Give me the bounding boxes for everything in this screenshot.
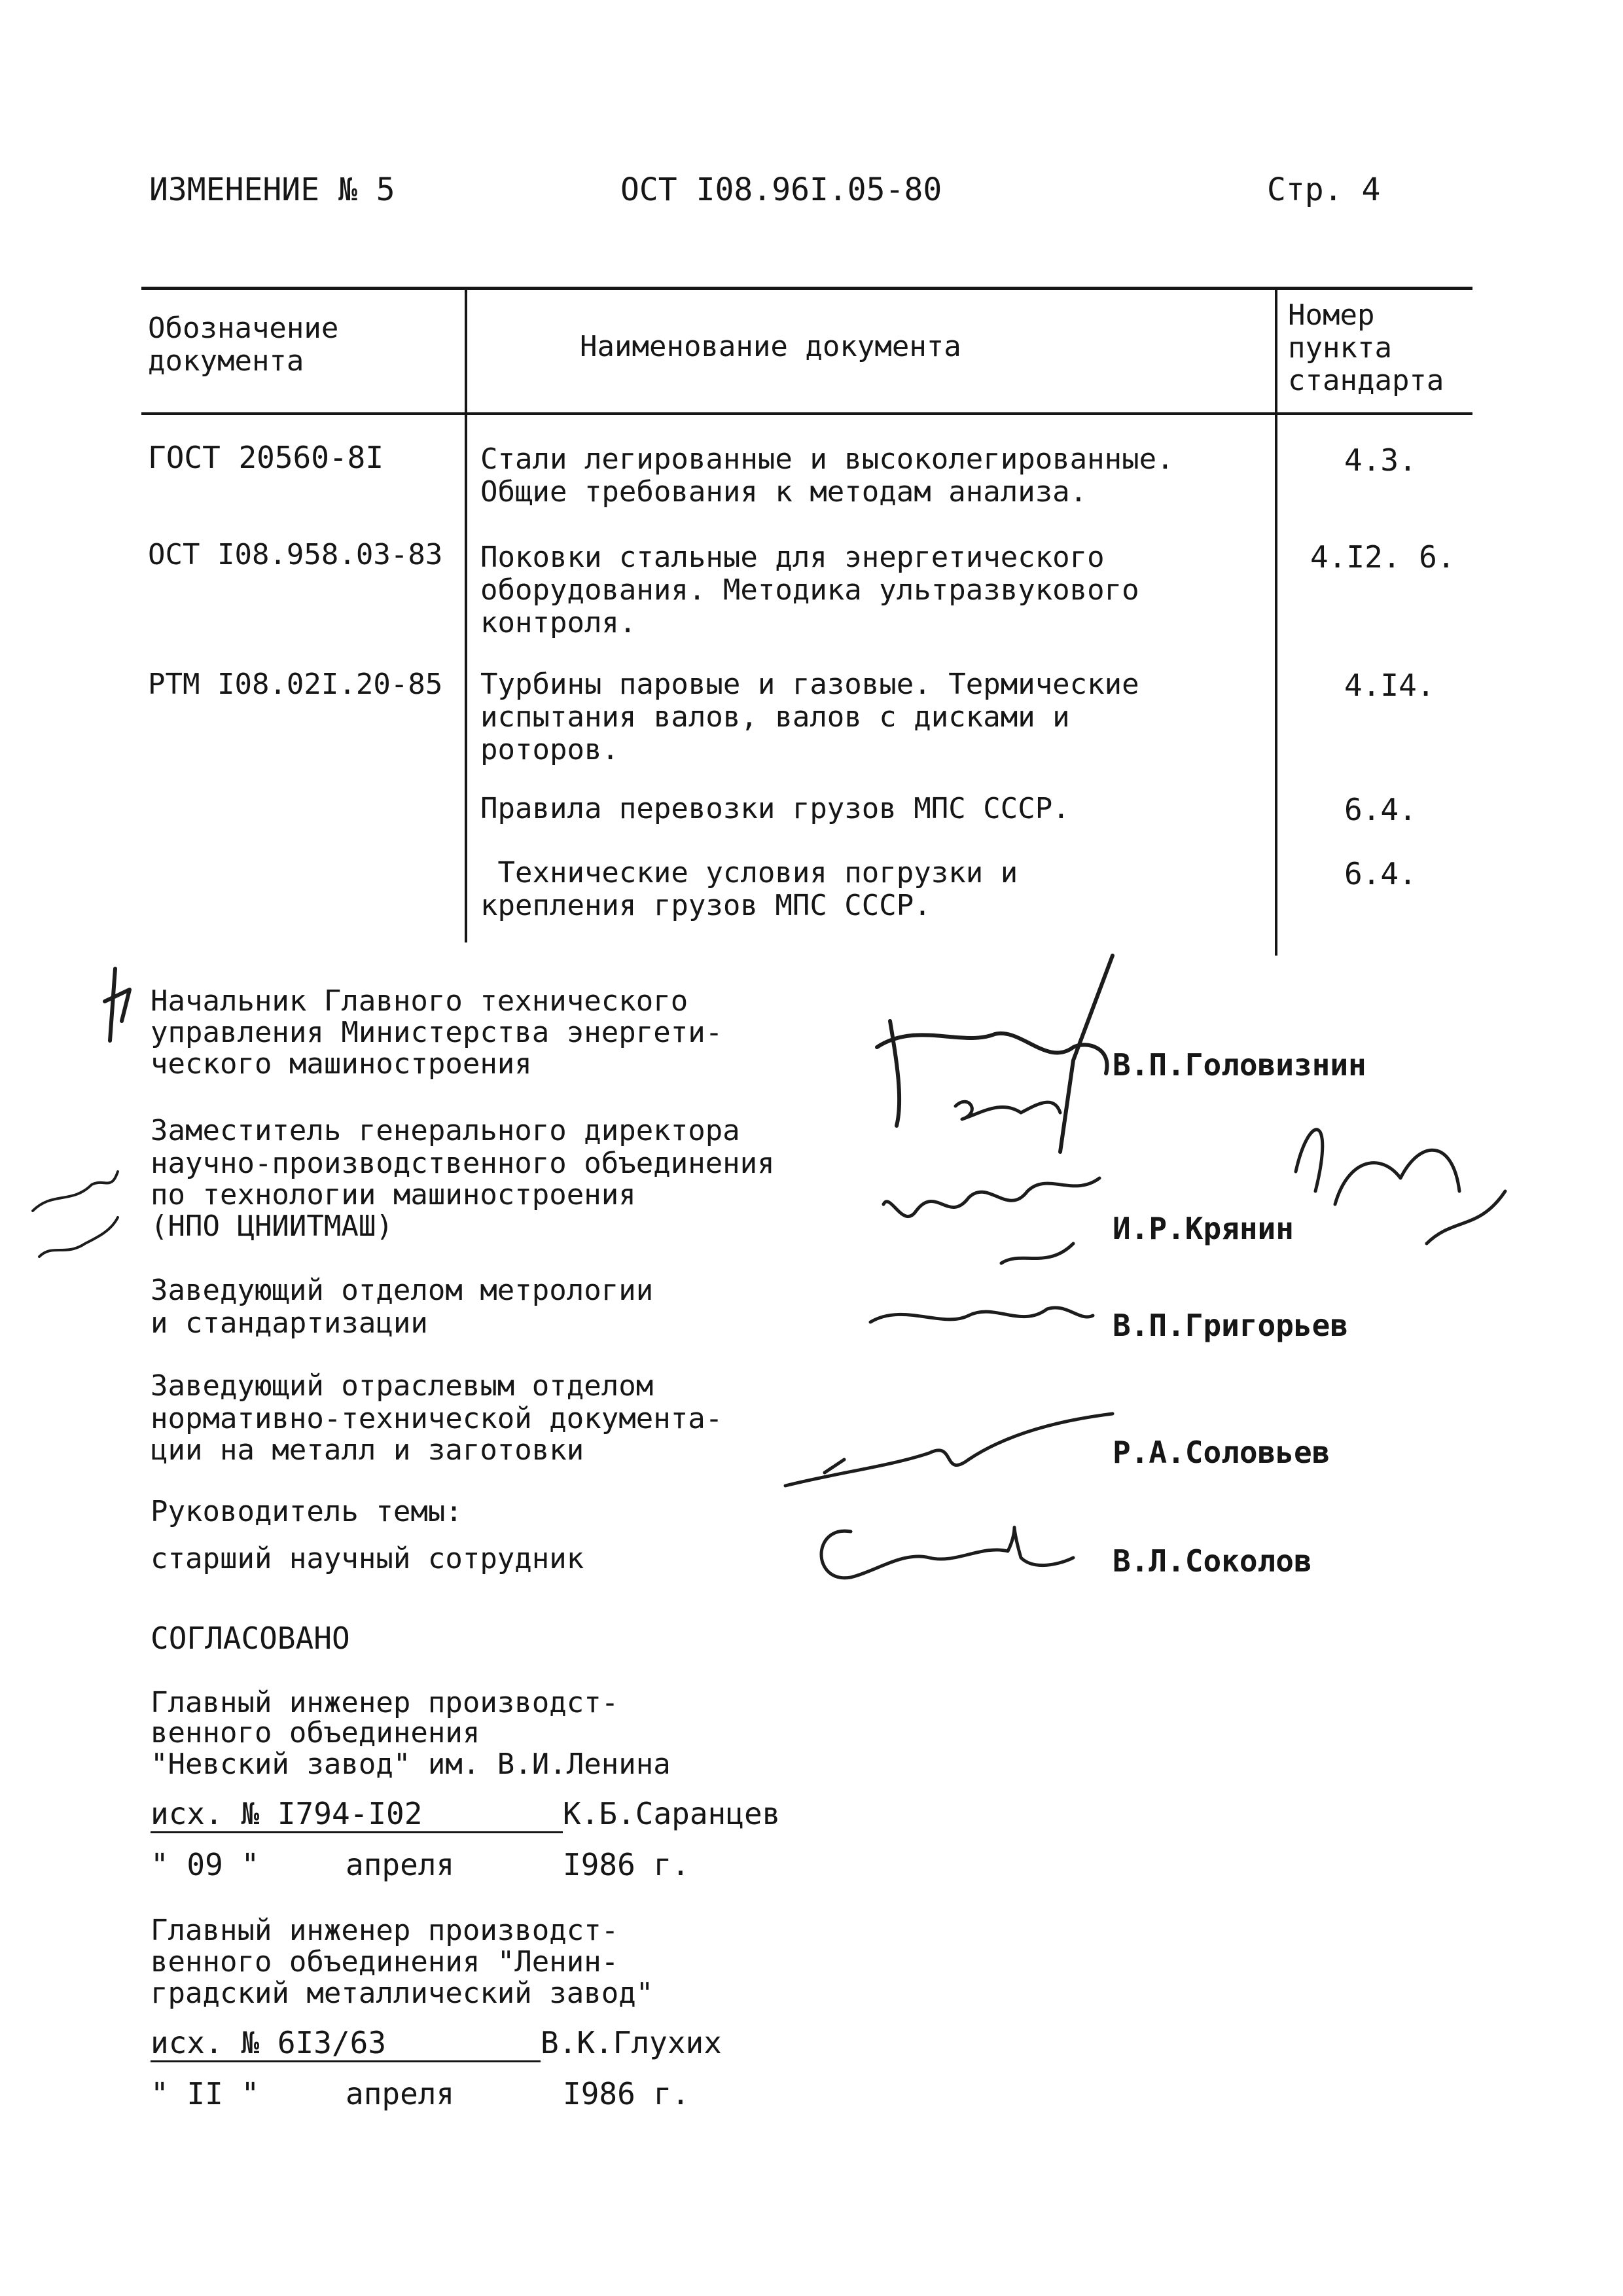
approval-year: I986 г. — [563, 2076, 690, 2111]
approval-year: I986 г. — [563, 1847, 690, 1882]
approval-reference: исх. № I794-I02 — [151, 1796, 423, 1831]
approval-reference: исх. № 6I3/63 — [151, 2025, 387, 2060]
signature-goloviznin — [877, 956, 1113, 1152]
signatory-position: по технологии машиностроения — [151, 1178, 636, 1211]
row-name-line: Общие требования к методам анализа. — [480, 475, 1088, 509]
signatory-name: Р.А.Соловьев — [1113, 1435, 1330, 1470]
row-name-line: контроля. — [480, 606, 637, 639]
signatory-name: В.П.Головизнин — [1113, 1047, 1366, 1083]
signature-grigoriev — [870, 1308, 1093, 1322]
approver-position: венного объединения "Ленин- — [151, 1945, 619, 1979]
header-document-name: Наименование документа — [580, 330, 961, 363]
row-clause: 4.I2. 6. — [1310, 539, 1455, 575]
approval-day: " 09 " — [151, 1847, 260, 1882]
row-clause: 4.I4. — [1344, 668, 1435, 703]
approval-reference-underline — [151, 1831, 563, 1833]
row-name-line: крепления грузов МПС СССР. — [480, 889, 931, 922]
signature-sokolov — [821, 1528, 1073, 1578]
signatory-position: ции на металл и заготовки — [151, 1433, 584, 1467]
row-name-line: испытания валов, валов с дисками и — [480, 700, 1070, 734]
row-name-line: оборудования. Методика ультразвукового — [480, 573, 1139, 607]
signatory-position: Начальник Главного технического — [151, 984, 688, 1018]
header-clause: Номер — [1288, 298, 1375, 332]
margin-mark — [105, 969, 130, 1041]
standard-number: ОСТ I08.96I.05-80 — [620, 171, 942, 208]
signatory-position: Заведующий отраслевым отделом — [151, 1369, 654, 1403]
row-designation: РТМ I08.02I.20-85 — [148, 668, 443, 701]
signatory-position: старший научный сотрудник — [151, 1542, 584, 1575]
row-name-line: Поковки стальные для энергетического — [480, 541, 1105, 574]
signatory-name: В.Л.Соколов — [1113, 1543, 1312, 1579]
signature-goloviznin-date — [955, 1102, 1060, 1119]
signature-margin-right — [1296, 1130, 1505, 1244]
row-name-line: Турбины паровые и газовые. Термические — [480, 668, 1139, 701]
approver-name: В.К.Глухих — [541, 2025, 722, 2060]
signatory-position: Заместитель генерального директора — [151, 1114, 740, 1147]
approval-title: СОГЛАСОВАНО — [151, 1621, 350, 1656]
change-number: ИЗМЕНЕНИЕ № 5 — [149, 171, 395, 208]
row-name-line: роторов. — [480, 733, 619, 766]
header-clause: стандарта — [1288, 364, 1444, 397]
approval-month: апреля — [346, 2076, 455, 2111]
signatory-position: ческого машиностроения — [151, 1047, 532, 1081]
signatory-position: научно-производственного объединения — [151, 1147, 775, 1180]
approver-position: "Невский завод" им. В.И.Ленина — [151, 1748, 671, 1781]
row-clause: 6.4. — [1344, 792, 1417, 827]
page-number: Стр. 4 — [1267, 171, 1381, 208]
row-name-line: Стали легированные и высоколегированные. — [480, 442, 1174, 476]
signatory-position: Руководитель темы: — [151, 1495, 463, 1528]
approver-position: Главный инженер производст- — [151, 1686, 619, 1719]
header-designation: документа — [148, 344, 304, 378]
approval-month: апреля — [346, 1847, 455, 1882]
signatory-name: И.Р.Крянин — [1113, 1211, 1294, 1246]
row-clause: 6.4. — [1344, 856, 1417, 891]
row-name-line: Правила перевозки грузов МПС СССР. — [480, 792, 1070, 825]
approver-position: градский металлический завод" — [151, 1977, 654, 2010]
approver-name: К.Б.Саранцев — [563, 1796, 781, 1831]
approver-position: Главный инженер производст- — [151, 1914, 619, 1947]
approval-day: " II " — [151, 2076, 260, 2111]
header-designation: Обозначение — [148, 312, 339, 345]
signatory-position: Заведующий отделом метрологии — [151, 1274, 654, 1307]
row-name-line: Технические условия погрузки и — [480, 856, 1018, 889]
signatory-position: (НПО ЦНИИТМАШ) — [151, 1210, 393, 1243]
row-clause: 4.3. — [1344, 442, 1417, 478]
approval-reference-underline — [151, 2060, 541, 2062]
signatory-name: В.П.Григорьев — [1113, 1308, 1349, 1343]
header-clause: пункта — [1288, 331, 1392, 365]
signatory-position: и стандартизации — [151, 1306, 428, 1340]
signature-kryanin — [883, 1178, 1099, 1263]
approver-position: венного объединения — [151, 1716, 480, 1749]
signatory-position: управления Министерства энергети- — [151, 1016, 723, 1049]
row-designation: ГОСТ 20560-8I — [148, 440, 384, 475]
signatory-position: нормативно-технической документа- — [151, 1402, 723, 1435]
margin-scribble-left — [33, 1172, 118, 1257]
row-designation: ОСТ I08.958.03-83 — [148, 538, 443, 571]
signature-soloviev — [785, 1414, 1113, 1486]
